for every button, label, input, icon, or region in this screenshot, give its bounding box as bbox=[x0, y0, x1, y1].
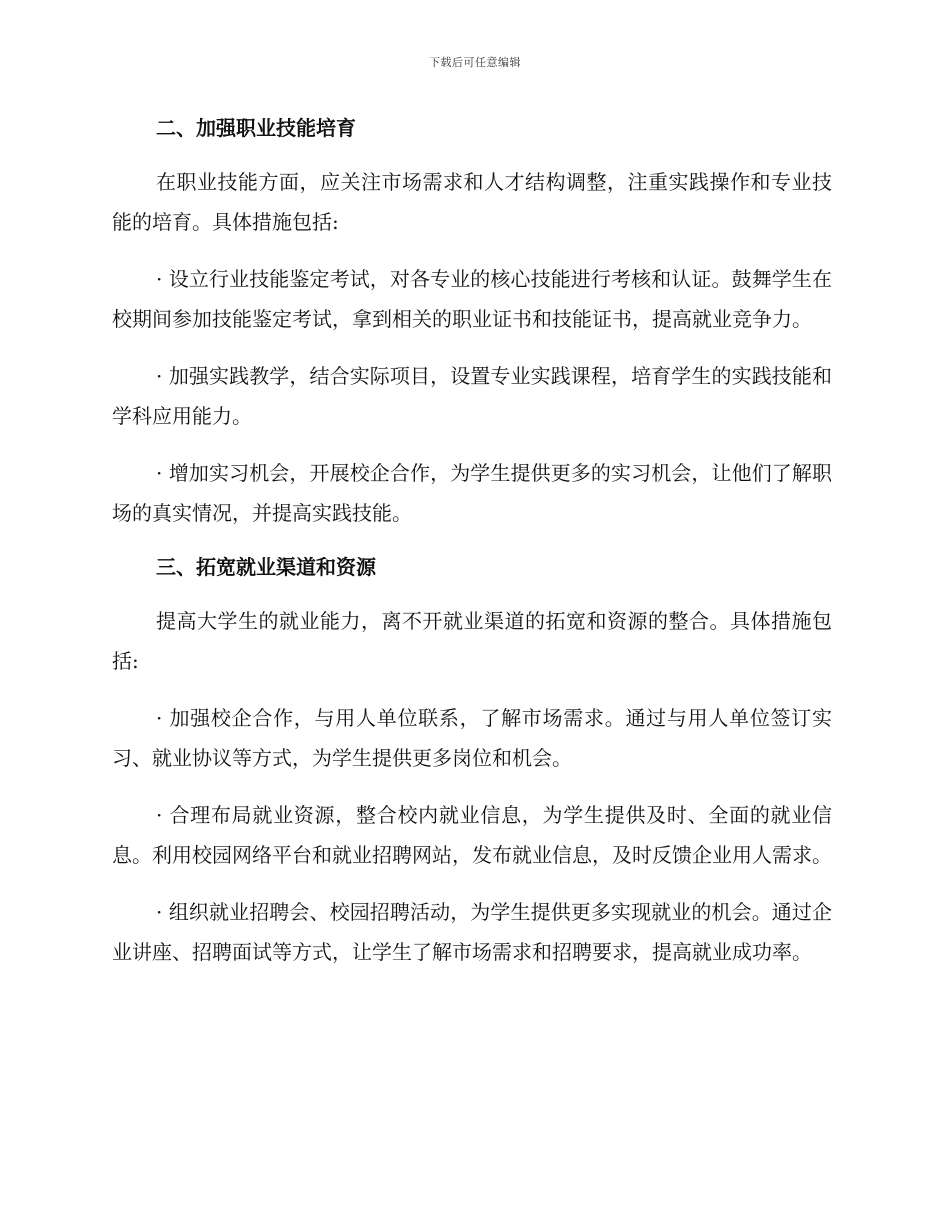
document-body bbox=[112, 111, 832, 989]
bullet-internship: · 增加实习机会，开展校企合作，为学生提供更多的实习机会，让他们了解职场的真实情况，并提高实践技能。 bbox=[112, 461, 832, 525]
section-intro-skills: 在职业技能方面，应关注市场需求和人才结构调整，注重实践操作和专业技能的培育。具体措施包括: bbox=[112, 170, 832, 234]
header-note: 下载后可任意编辑 bbox=[429, 56, 521, 69]
section-intro-channels: 提高大学生的就业能力，离不开就业渠道的拓宽和资源的整合。具体措施包括: bbox=[112, 609, 832, 673]
bullet-employment-resources: · 合理布局就业资源，整合校内就业信息，为学生提供及时、全面的就业信息。利用校园网络平台和就业招聘网站，发布就业信息，及时反馈企业用人需求。 bbox=[112, 803, 832, 867]
section-heading-skills: 二、加强职业技能培育 bbox=[156, 116, 356, 140]
bullet-practical-teaching: · 加强实践教学，结合实际项目，设置专业实践课程，培育学生的实践技能和学科应用能力。 bbox=[112, 364, 832, 428]
bullet-job-fairs: · 组织就业招聘会、校园招聘活动，为学生提供更多实现就业的机会。通过企业讲座、招聘面试等方式，让学生了解市场需求和招聘要求，提高就业成功率。 bbox=[112, 900, 832, 964]
section-heading-channels: 三、拓宽就业渠道和资源 bbox=[156, 555, 376, 579]
bullet-skill-certification: · 设立行业技能鉴定考试，对各专业的核心技能进行考核和认证。鼓舞学生在校期间参加技能鉴定考试，拿到相关的职业证书和技能证书，提高就业竞争力。 bbox=[112, 267, 832, 331]
bullet-school-enterprise: · 加强校企合作，与用人单位联系，了解市场需求。通过与用人单位签订实习、就业协议等方式，为学生提供更多岗位和机会。 bbox=[112, 706, 832, 770]
